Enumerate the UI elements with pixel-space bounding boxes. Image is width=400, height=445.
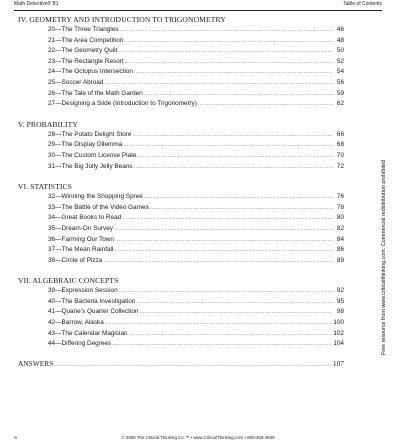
dot-leader: [105, 320, 333, 327]
toc-entry[interactable]: [18, 246, 344, 257]
entry-page: 102: [333, 329, 344, 337]
entry-page: 100: [333, 319, 344, 327]
toc-entry[interactable]: [18, 319, 344, 330]
answers-label: ANSWERS: [18, 358, 54, 368]
toc-entry[interactable]: [18, 330, 344, 341]
entry-title: 33—The Battle of the Video Games: [48, 203, 149, 211]
toc-entry[interactable]: [18, 163, 344, 174]
entry-page: 104: [333, 340, 344, 348]
entry-page: 95: [336, 297, 344, 305]
entry-page: 89: [336, 256, 344, 264]
dot-leader: [115, 237, 333, 244]
entry-page: 70: [336, 151, 344, 159]
dot-leader: [198, 101, 333, 108]
dot-leader: [104, 80, 333, 87]
dot-leader: [119, 288, 333, 295]
section-title: VI. STATISTICS: [18, 182, 72, 192]
section-title: VII. ALGEBRAIC CONCEPTS: [18, 276, 119, 286]
dot-leader: [132, 132, 333, 139]
toc-section-geometry: [18, 14, 344, 111]
entry-title: 23—The Rectangle Resort: [48, 57, 124, 65]
entry-page: 59: [336, 89, 344, 97]
toc-entry[interactable]: [18, 131, 344, 142]
dot-leader: [122, 215, 333, 222]
toc-entry[interactable]: [18, 100, 344, 111]
entry-title: 38—Circle of Pizza: [48, 256, 103, 264]
side-redistribution-note: Free resource from www.criticalthinking.com. Commercial redistribution prohibited: [381, 159, 387, 355]
entry-page: 56: [336, 78, 344, 86]
dot-leader: [139, 309, 333, 316]
section-title: V. PROBABILITY: [18, 119, 78, 129]
toc-entry[interactable]: [18, 193, 344, 204]
dot-leader: [136, 299, 333, 306]
dot-leader: [134, 69, 333, 76]
toc-entry[interactable]: [18, 90, 344, 101]
toc-entry[interactable]: [18, 79, 344, 90]
entry-page: 54: [336, 68, 344, 76]
footer-copyright: © 2008 The Critical Thinking Co.™ • www.CriticalThinking.com • 800-458-4849: [121, 435, 275, 440]
toc-entry[interactable]: [18, 225, 344, 236]
dot-leader: [112, 341, 332, 348]
entry-page: 66: [336, 130, 344, 138]
entry-title: 29—The Display Dilemma: [48, 141, 123, 149]
header-book-title: Math Detective® B1: [14, 1, 59, 7]
toc-entry[interactable]: [18, 152, 344, 163]
toc-entry[interactable]: [18, 37, 344, 48]
dot-leader: [144, 194, 333, 201]
entry-title: 30—The Custom License Plate: [48, 151, 137, 159]
entry-title: 22—The Geometry Quilt: [48, 47, 118, 55]
entry-page: 82: [336, 224, 344, 232]
entry-title: 37—The Mean Rainfall: [48, 246, 114, 254]
dot-leader: [124, 38, 333, 45]
entry-title: 44—Differing Degrees: [48, 340, 112, 348]
toc-entry[interactable]: [18, 47, 344, 58]
toc-entry[interactable]: [18, 257, 344, 268]
toc-entry[interactable]: [18, 298, 344, 309]
entry-page: 76: [336, 193, 344, 201]
dot-leader: [120, 27, 333, 34]
toc-entry[interactable]: [18, 58, 344, 69]
dot-leader: [150, 205, 333, 212]
entry-title: 40—The Bacteria Investigation: [48, 297, 136, 305]
entry-page: 50: [336, 47, 344, 55]
dot-leader: [137, 153, 333, 160]
dot-leader: [134, 164, 333, 171]
entry-page: 62: [336, 100, 344, 108]
dot-leader: [118, 48, 333, 55]
entry-page: 78: [336, 203, 344, 211]
toc-answers-entry[interactable]: [18, 359, 344, 371]
entry-title: 35—Dream-On Survey: [48, 224, 113, 232]
entry-title: 26—The Tale of the Math Garden: [48, 89, 143, 97]
entry-page: 72: [336, 162, 344, 170]
toc-entry[interactable]: [18, 26, 344, 37]
toc-entry[interactable]: [18, 68, 344, 79]
table-of-contents: [18, 14, 344, 371]
toc-entry[interactable]: [18, 287, 344, 298]
entry-page: 80: [336, 214, 344, 222]
entry-page: 92: [336, 287, 344, 295]
toc-section-algebraic: [18, 275, 344, 351]
page-header: [14, 0, 382, 11]
page-footer: [14, 435, 382, 440]
footer-page-number: iv: [14, 435, 18, 440]
dot-leader: [129, 331, 333, 338]
entry-title: 31—The Big Jolly Jelly Beans: [48, 162, 133, 170]
entry-title: 20—The Three Triangles: [48, 26, 119, 33]
toc-section-probability: [18, 119, 344, 173]
header-section-label: Table of Contents: [343, 1, 382, 7]
dot-leader: [123, 142, 333, 149]
entry-title: 39—Expression Session: [48, 287, 118, 295]
toc-section-statistics: [18, 181, 344, 267]
entry-page: 52: [336, 57, 344, 65]
answers-page: 107: [332, 358, 344, 368]
entry-page: 46: [336, 26, 344, 33]
dot-leader: [103, 258, 333, 265]
entry-page: 86: [336, 246, 344, 254]
entry-title: 21—The Area Competition: [48, 36, 124, 44]
entry-title: 41—Quane’s Quarter Collection: [48, 308, 139, 316]
dot-leader: [125, 59, 333, 66]
dot-leader: [54, 363, 332, 370]
entry-title: 25—Soccer Abroad: [48, 78, 104, 86]
dot-leader: [114, 247, 333, 254]
entry-title: 42—Barrow, Alaska: [48, 319, 104, 327]
entry-title: 32—Winning the Shopping Spree: [48, 193, 143, 201]
toc-entry[interactable]: [18, 340, 344, 351]
entry-title: 28—The Potato Delight Store: [48, 130, 132, 138]
entry-page: 48: [336, 36, 344, 44]
entry-title: 43—The Calendar Magician: [48, 329, 128, 337]
toc-entry[interactable]: [18, 214, 344, 225]
toc-entry[interactable]: [18, 308, 344, 319]
entry-page: 98: [336, 308, 344, 316]
entry-title: 27—Designing a Slide (Introduction to Trigonometry): [48, 100, 197, 108]
section-title: IV. GEOMETRY AND INTRODUCTION TO TRIGONOMETRY: [18, 15, 226, 24]
entry-page: 68: [336, 141, 344, 149]
toc-entry[interactable]: [18, 204, 344, 215]
dot-leader: [144, 91, 333, 98]
entry-title: 34—Great Books to Read: [48, 214, 122, 222]
entry-title: 36—Farming Our Town: [48, 235, 114, 243]
entry-page: 84: [336, 235, 344, 243]
entry-title: 24—The Octopus Intersection: [48, 68, 133, 76]
toc-entry[interactable]: [18, 141, 344, 152]
dot-leader: [114, 226, 333, 233]
toc-entry[interactable]: [18, 236, 344, 247]
